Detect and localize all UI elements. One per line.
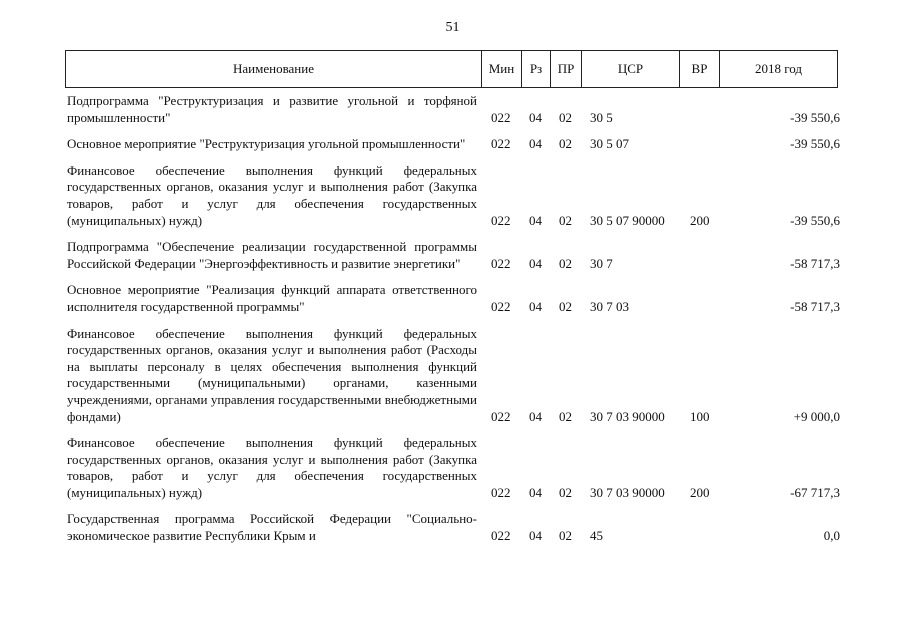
row-pr: 02 [559, 298, 572, 314]
header-csr: ЦСР [582, 51, 680, 88]
row-csr: 30 5 [590, 109, 613, 125]
row-amount: 0,0 [823, 528, 840, 544]
row-name: Подпрограмма "Обеспечение реализации государственной программы Российской Федерации "Энергоэффективность и развитие энергетики" [67, 239, 477, 271]
table-row [0, 511, 905, 544]
table-row [0, 326, 905, 426]
row-csr: 30 7 03 90000 [590, 408, 665, 424]
row-amount: -58 717,3 [790, 298, 840, 314]
row-rz: 04 [529, 408, 542, 424]
row-rz: 04 [529, 255, 542, 271]
header-name: Наименование [66, 51, 482, 88]
header-vr: ВР [680, 51, 720, 88]
row-name: Финансовое обеспечение выполнения функций федеральных государственных органов, оказания услуг и выполнения работ (Закупка товаров, работ и услуг для обеспечения государственных (муниципальных) нужд) [67, 162, 477, 228]
header-pr: ПР [551, 51, 582, 88]
row-vr: 200 [690, 484, 710, 500]
row-name: Подпрограмма "Реструктуризация и развитие угольной и торфяной промышленности" [67, 93, 477, 125]
row-amount: -58 717,3 [790, 255, 840, 271]
row-pr: 02 [559, 212, 572, 228]
header-min: Мин [482, 51, 522, 88]
row-rz: 04 [529, 528, 542, 544]
table-header [65, 50, 838, 88]
page-number: 51 [445, 20, 460, 35]
row-min: 022 [491, 484, 511, 500]
row-csr: 30 7 [590, 255, 613, 271]
header-rz: Рз [522, 51, 551, 88]
row-name: Основное мероприятие "Реализация функций аппарата ответственного исполнителя государственной программы" [67, 282, 477, 314]
row-pr: 02 [559, 109, 572, 125]
row-pr: 02 [559, 136, 572, 152]
table-row [0, 136, 905, 153]
row-name: Финансовое обеспечение выполнения функций федеральных государственных органов, оказания услуг и выполнения работ (Расходы на выплаты персоналу в целях обеспечения выполнения функций государственными (муниципальными) органами, казенными учреждениями, органами управления государственными внебюджетными фондами) [67, 325, 477, 424]
row-csr: 30 5 07 90000 [590, 212, 665, 228]
header-year: 2018 год [720, 51, 838, 88]
table-row [0, 435, 905, 501]
row-min: 022 [491, 298, 511, 314]
row-rz: 04 [529, 298, 542, 314]
table-row [0, 282, 905, 315]
row-rz: 04 [529, 484, 542, 500]
row-pr: 02 [559, 408, 572, 424]
row-amount: -67 717,3 [790, 484, 840, 500]
table-row [0, 163, 905, 229]
row-min: 022 [491, 136, 511, 152]
row-pr: 02 [559, 484, 572, 500]
row-csr: 30 5 07 [590, 136, 629, 152]
row-amount: -39 550,6 [790, 109, 840, 125]
row-min: 022 [491, 109, 511, 125]
row-name: Государственная программа Российской Федерации "Социально-экономическое развитие Республики Крым и [67, 511, 477, 544]
row-pr: 02 [559, 528, 572, 544]
row-vr: 100 [690, 408, 710, 424]
row-min: 022 [491, 528, 511, 544]
row-csr: 30 7 03 90000 [590, 484, 665, 500]
row-amount: -39 550,6 [790, 136, 840, 152]
table-row [0, 93, 905, 126]
row-rz: 04 [529, 109, 542, 125]
row-name: Финансовое обеспечение выполнения функций федеральных государственных органов, оказания услуг и выполнения работ (Закупка товаров, работ и услуг для обеспечения государственных (муниципальных) нужд) [67, 435, 477, 500]
row-amount: -39 550,6 [790, 212, 840, 228]
row-min: 022 [491, 255, 511, 271]
row-rz: 04 [529, 212, 542, 228]
table-row [0, 239, 905, 272]
row-rz: 04 [529, 136, 542, 152]
row-pr: 02 [559, 255, 572, 271]
row-amount: +9 000,0 [793, 408, 840, 424]
row-min: 022 [491, 212, 511, 228]
row-vr: 200 [690, 212, 710, 228]
table-body [0, 93, 905, 545]
row-csr: 45 [590, 528, 603, 544]
row-name: Основное мероприятие "Реструктуризация угольной промышленности" [67, 136, 466, 152]
row-csr: 30 7 03 [590, 298, 629, 314]
row-min: 022 [491, 408, 511, 424]
